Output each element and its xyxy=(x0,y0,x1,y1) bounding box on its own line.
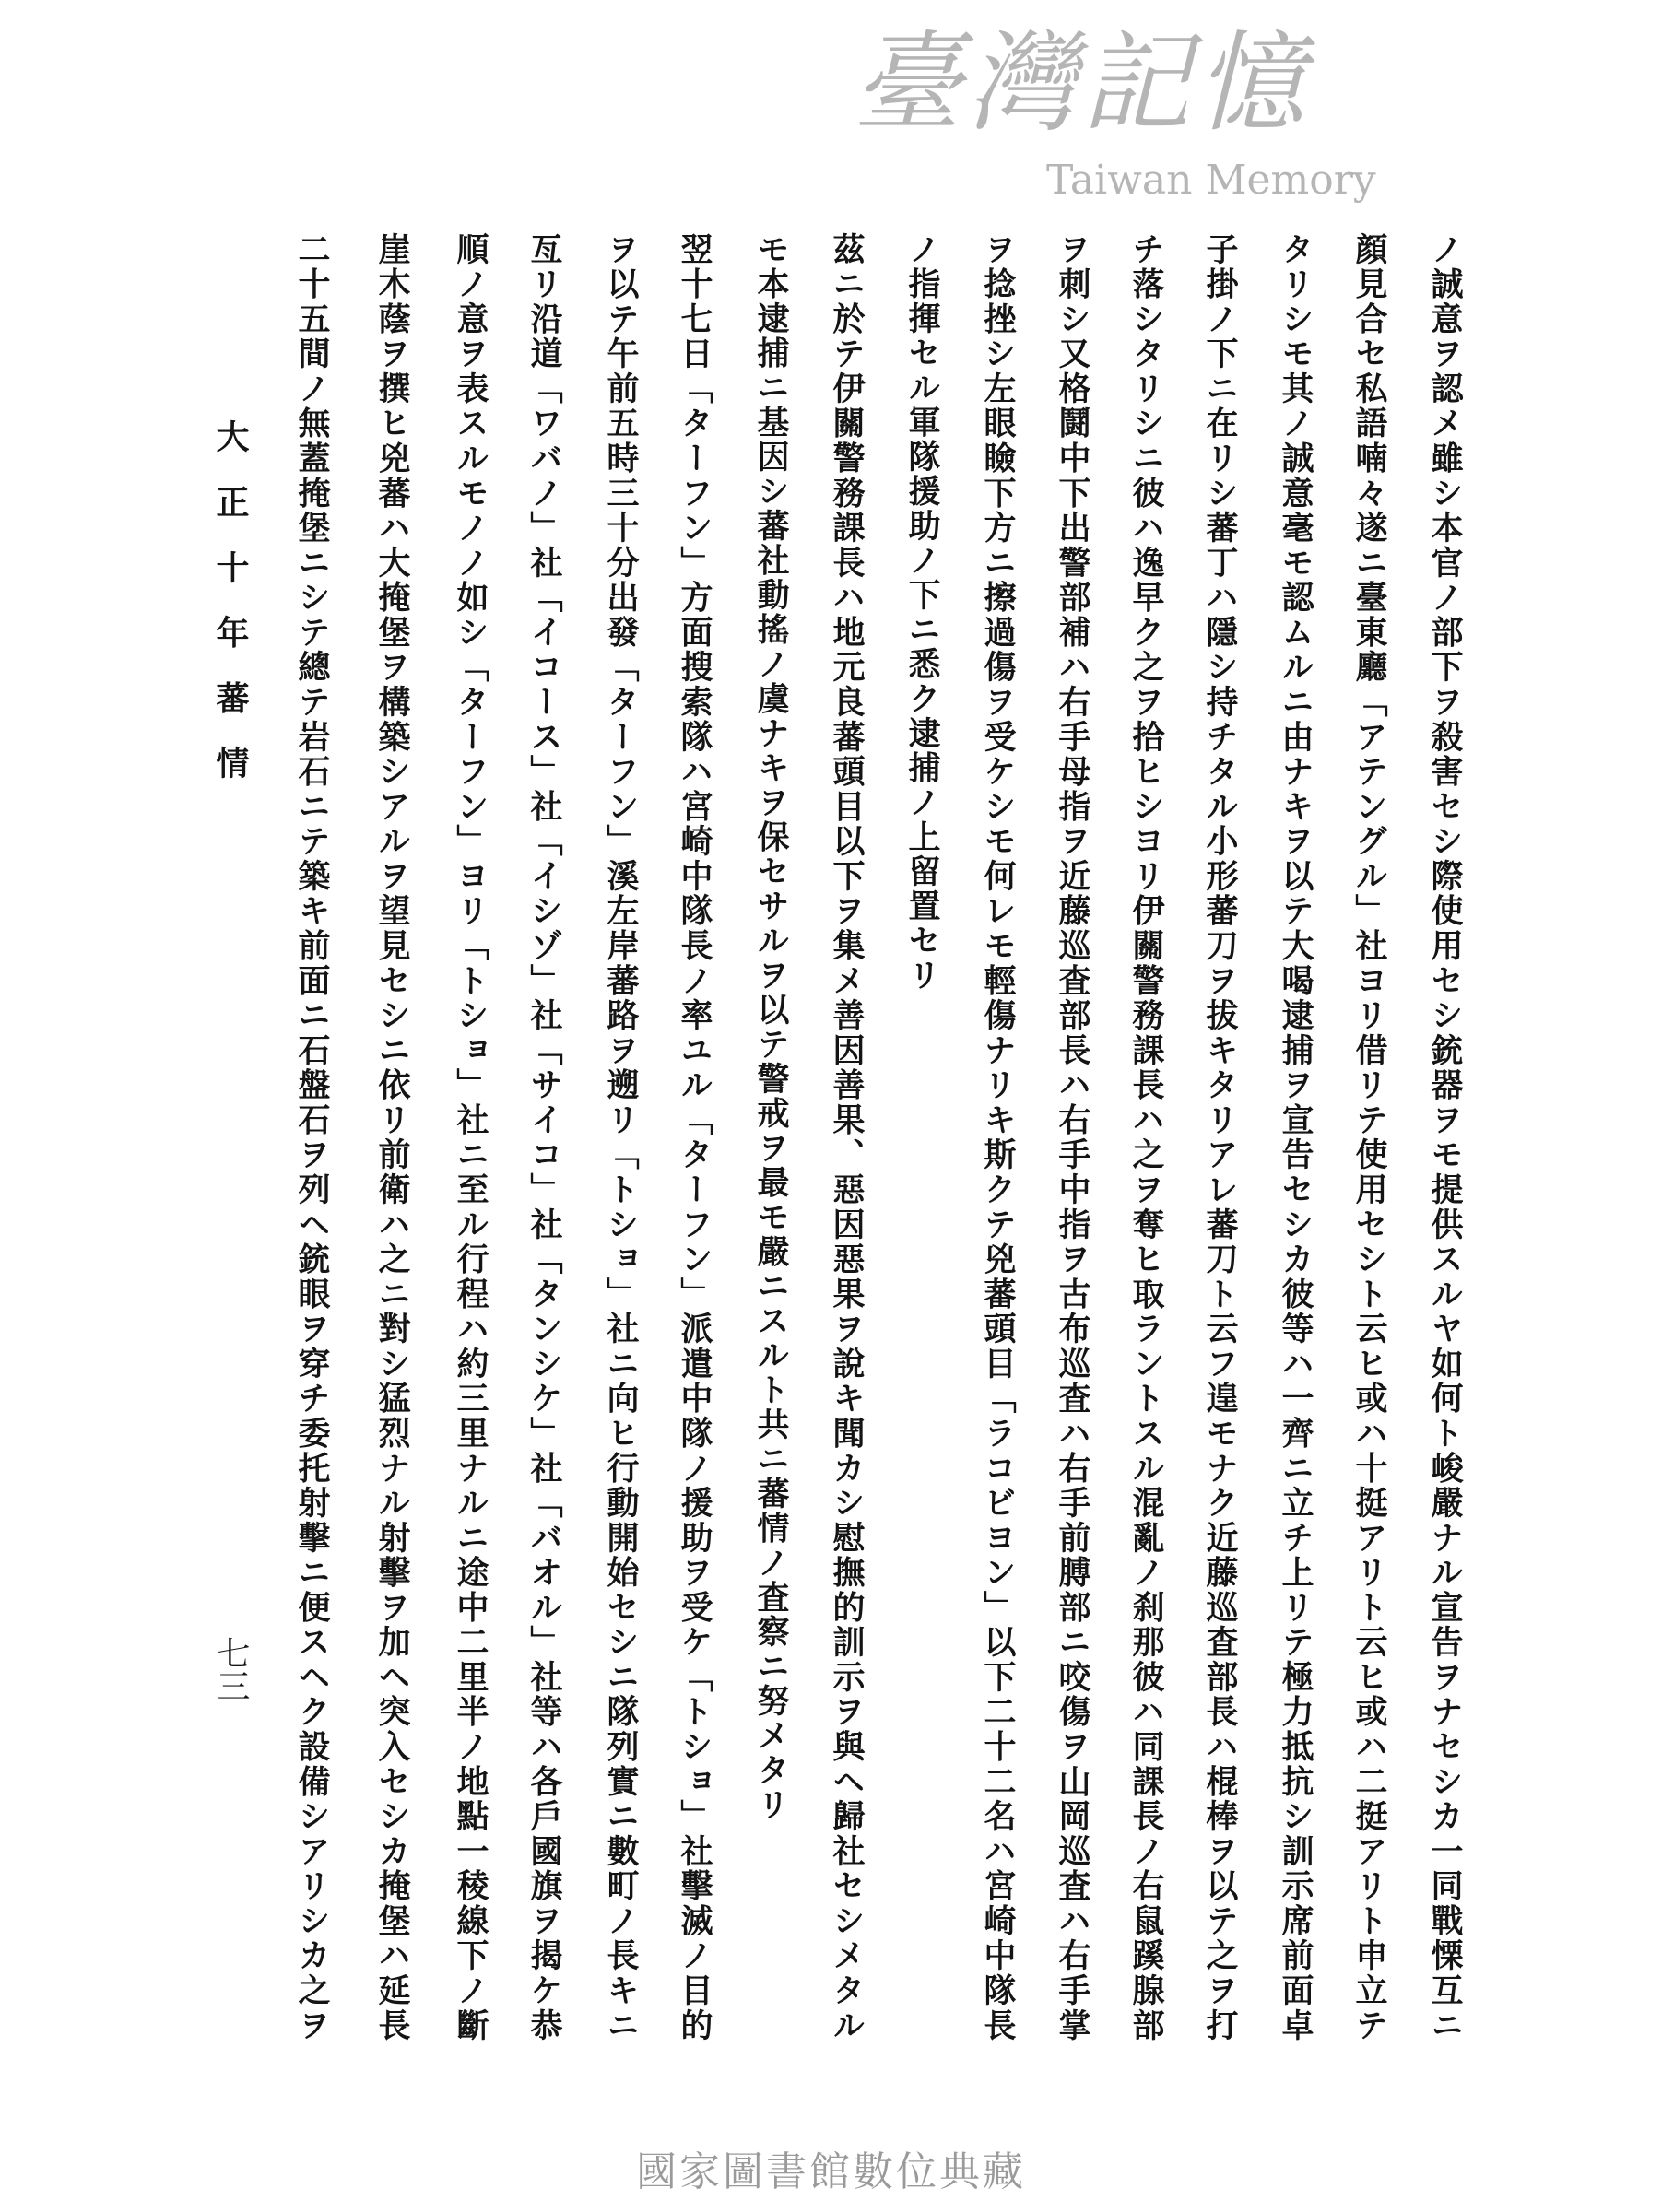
text-column: ノ誠意ヲ認メ雖シ本官ノ部下ヲ殺害セシ際使用セシ銃器ヲモ提供スルヤ如何ト峻嚴ナル宣告ヲナセシカ一同戰慄互ニ xyxy=(1426,232,1464,2041)
text-column: ヲ刺シ又格鬪中下出警部補ハ右手母指ヲ近藤巡査部長ハ右手中指ヲ古布巡査ハ右手前膊部ニ咬傷ヲ山岡巡査ハ右手掌 xyxy=(1054,232,1091,2041)
text-column: 亙リ沿道「ワバノ」社「イコース」社「イシゾ」社「サイコ」社「タンシケ」社「バオル」社等ハ各戶國旗ヲ揭ケ恭 xyxy=(525,232,563,2041)
text-column: モ本逮捕ニ基因シ蕃社動搖ノ虞ナキヲ保セサルヲ以テ警戒ヲ最モ嚴ニスルト共ニ蕃情ノ査察ニ努メタリ xyxy=(752,232,790,1822)
text-column: ヲ捻挫シ左眼瞼下方ニ擦過傷ヲ受ケシモ何レモ輕傷ナリキ斯クテ兇蕃頭目「ラコビヨン」以下二十二名ハ宮崎中隊長 xyxy=(979,232,1017,2041)
text-column: 崖木蔭ヲ撰ヒ兇蕃ハ大掩堡ヲ構築シアルヲ望見セシニ依リ前衛ハ之ニ對シ猛烈ナル射擊ヲ加ヘ突入セシカ掩堡ハ延長 xyxy=(373,232,411,2041)
watermark-logo: 臺灣記憶 xyxy=(853,19,1311,147)
running-title: 大正十年蕃情 xyxy=(211,419,250,779)
text-column: 順ノ意ヲ表スルモノノ如シ「ターフン」ヨリ「トショ」社ニ至ル行程ハ約三里ナルニ途中二里半ノ地點一稜線下ノ斷 xyxy=(452,232,489,2041)
text-column: チ落シタリシニ彼ハ逸早ク之ヲ拾ヒシヨリ伊關警務課長ハ之ヲ奪ヒ取ラントスル混亂ノ刹那彼ハ同課長ノ右鼠蹊腺部 xyxy=(1127,232,1165,2041)
watermark-subtitle: Taiwan Memory xyxy=(1046,157,1376,204)
text-column: 子掛ノ下ニ在リシ蕃丁ハ隱シ持チタル小形蕃刀ヲ拔キタリアレ蕃刀ト云フ遑モナク近藤巡査部長ハ棍棒ヲ以テ之ヲ打 xyxy=(1201,232,1239,2041)
page-number: 七三 xyxy=(212,1636,250,1702)
archive-label: 國家圖書館數位典藏 xyxy=(636,2148,1026,2195)
text-column: 翌十七日「ターフン」方面搜索隊ハ宮崎中隊長ノ率ユル「ターフン」派遣中隊ノ援助ヲ受ケ「トショ」社擊滅ノ目的 xyxy=(676,232,713,2041)
text-column: ヲ以テ午前五時三十分出發「ターフン」溪左岸蕃路ヲ遡リ「トショ」社ニ向ヒ行動開始セシニ隊列實ニ數町ノ長キニ xyxy=(602,232,640,2041)
text-column: ノ指揮セル軍隊援助ノ下ニ悉ク逮捕ノ上留置セリ xyxy=(903,232,941,993)
text-column: タリシモ其ノ誠意毫モ認ムルニ由ナキヲ以テ大喝逮捕ヲ宣告セシカ彼等ハ一齊ニ立チ上リテ極力抵抗シ訓示席前面卓 xyxy=(1277,232,1314,2041)
text-column: 二十五間ノ無蓋掩堡ニシテ總テ岩石ニテ築キ前面ニ石盤石ヲ列ヘ銃眼ヲ穿チ委托射擊ニ便スヘク設備シアリシカ之ヲ xyxy=(293,232,331,2041)
text-column: 顔見合セ私語喃々遂ニ臺東廳「アテングル」社ヨリ借リテ使用セシト云ヒ或ハ十挺アリト云ヒ或ハ二挺アリト申立テ xyxy=(1350,232,1388,2041)
text-column: 茲ニ於テ伊關警務課長ハ地元良蕃頭目以下ヲ集メ善因善果、惡因惡果ヲ說キ聞カシ慰撫的訓示ヲ與ヘ歸社セシメタル xyxy=(828,232,866,2041)
